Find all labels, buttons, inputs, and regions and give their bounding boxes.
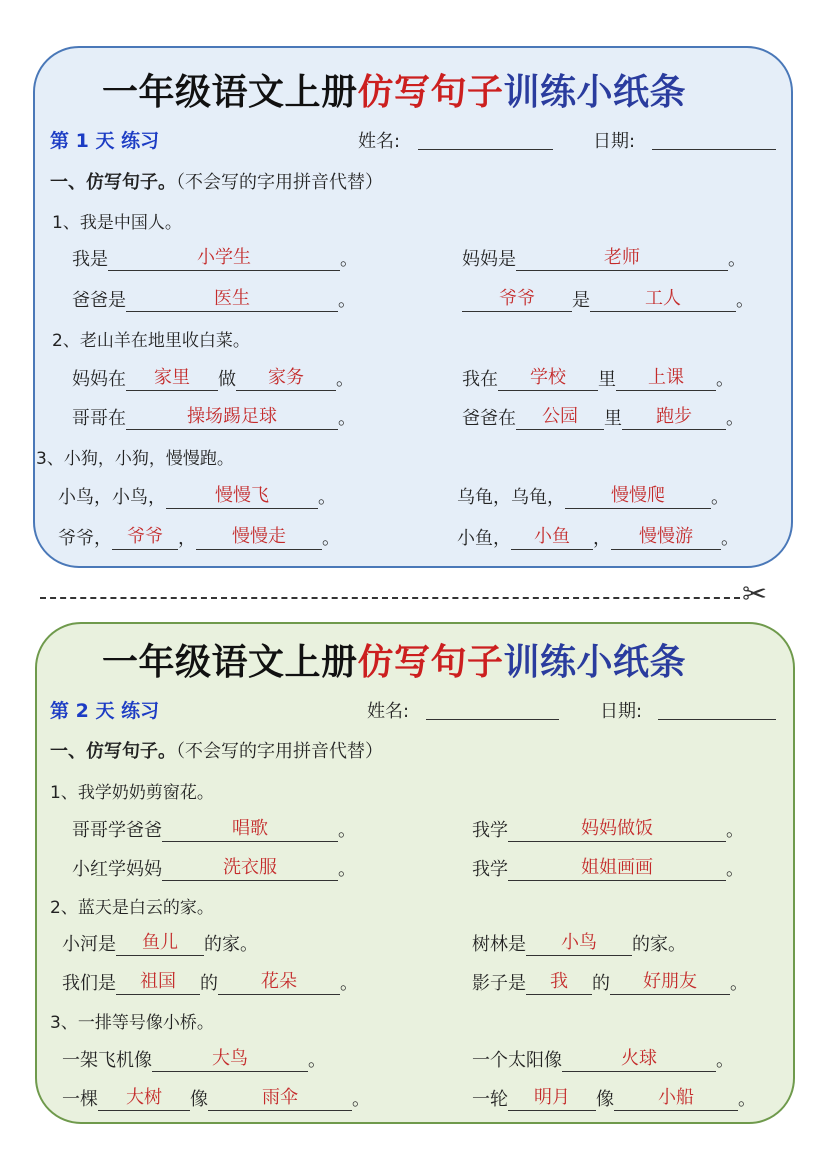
answer-blank[interactable]: 慢慢走 <box>196 525 322 550</box>
sentence-row <box>72 816 356 842</box>
answer-blank[interactable]: 慢慢游 <box>611 525 721 550</box>
sentence-end: 。 <box>711 487 729 508</box>
question-prompt: 2、老山羊在地里收白菜。 <box>52 331 250 351</box>
section-title: 一、仿写句子。 <box>50 172 176 193</box>
sentence-end: 。 <box>338 290 356 311</box>
title-part1: 一年级语文上册 <box>102 642 358 683</box>
sentence-text: 我们是 <box>62 973 116 994</box>
sentence-text: 我是 <box>72 249 108 270</box>
sentence-text: 像 <box>596 1089 614 1110</box>
question-prompt: 2、蓝天是白云的家。 <box>50 898 214 918</box>
sentence-end: 。 <box>322 528 340 549</box>
sentence-end: 。 <box>721 528 739 549</box>
answer-blank[interactable]: 明月 <box>508 1086 596 1111</box>
sentence-row <box>457 524 739 550</box>
sentence-text: 做 <box>218 369 236 390</box>
sentence-text: 里 <box>604 408 622 429</box>
sentence-row <box>62 1046 326 1072</box>
sentence-row <box>462 286 754 312</box>
title-part3: 训练小纸条 <box>503 642 687 683</box>
sentence-end: 。 <box>352 1089 370 1110</box>
sentence-end: 。 <box>338 859 356 880</box>
date-label: 日期: <box>600 701 643 722</box>
answer-blank[interactable]: 操场踢足球 <box>126 405 338 430</box>
date-label: 日期: <box>593 131 636 152</box>
sentence-end: 。 <box>340 249 358 270</box>
answer-blank[interactable]: 花朵 <box>218 970 340 995</box>
sentence-end: 。 <box>338 820 356 841</box>
sentence-text: 我在 <box>462 369 498 390</box>
name-label: 姓名: <box>367 701 410 722</box>
sentence-end: 。 <box>340 973 358 994</box>
answer-blank[interactable]: 慢慢飞 <box>166 484 318 509</box>
name-field[interactable] <box>426 719 559 720</box>
sentence-text: 一轮 <box>472 1089 508 1110</box>
sentence-text: 爸爸是 <box>72 290 126 311</box>
sentence-text: 小红学妈妈 <box>72 859 162 880</box>
sentence-end: 。 <box>726 820 744 841</box>
answer-blank[interactable]: 爷爷 <box>112 525 178 550</box>
sentence-text: 妈妈在 <box>72 369 126 390</box>
section-note: （不会写的字用拼音代替） <box>176 172 383 193</box>
day-label: 第 2 天 练习 <box>50 700 160 722</box>
sentence-row <box>72 855 356 881</box>
answer-blank[interactable]: 我 <box>526 970 592 995</box>
answer-blank[interactable]: 唱歌 <box>162 817 338 842</box>
sentence-text: 一架飞机像 <box>62 1050 152 1071</box>
sentence-end: 。 <box>716 1050 734 1071</box>
sentence-row <box>462 365 734 391</box>
sentence-row <box>72 365 354 391</box>
sentence-row <box>472 930 686 956</box>
sentence-row <box>62 930 258 956</box>
sentence-text: 小鸟，小鸟， <box>58 487 166 508</box>
answer-blank[interactable]: 大树 <box>98 1086 190 1111</box>
sentence-row <box>472 1046 734 1072</box>
sentence-text: 小河是 <box>62 934 116 955</box>
sentence-row <box>62 1085 370 1111</box>
sentence-text: 像 <box>190 1089 208 1110</box>
sentence-text: 乌龟，乌龟， <box>457 487 565 508</box>
answer-blank[interactable]: 雨伞 <box>208 1086 352 1111</box>
answer-blank[interactable]: 学校 <box>498 366 598 391</box>
sentence-end: 的家。 <box>204 934 258 955</box>
answer-blank[interactable]: 上课 <box>616 366 716 391</box>
answer-blank[interactable]: 医生 <box>126 287 338 312</box>
sentence-end: 。 <box>318 487 336 508</box>
sentence-row <box>72 245 358 271</box>
answer-blank[interactable]: 老师 <box>516 246 728 271</box>
sentence-row <box>462 245 746 271</box>
sentence-text: 爷爷， <box>58 528 112 549</box>
answer-blank[interactable]: 姐姐画画 <box>508 856 726 881</box>
answer-blank[interactable]: 跑步 <box>622 405 726 430</box>
sentence-text: 里 <box>598 369 616 390</box>
answer-blank[interactable]: 小船 <box>614 1086 738 1111</box>
sentence-row <box>58 483 336 509</box>
sentence-end: 。 <box>736 290 754 311</box>
answer-blank[interactable]: 火球 <box>562 1047 716 1072</box>
answer-blank[interactable]: 公园 <box>516 405 604 430</box>
sentence-row <box>72 286 356 312</box>
question-prompt: 3、小狗，小狗，慢慢跑。 <box>36 449 234 469</box>
sentence-text: 我学 <box>472 820 508 841</box>
section-heading <box>50 168 383 194</box>
sentence-row <box>457 483 729 509</box>
title-part3: 训练小纸条 <box>503 72 687 113</box>
sentence-end: 。 <box>336 369 354 390</box>
sentence-row <box>58 524 340 550</box>
sentence-row <box>472 1085 756 1111</box>
answer-blank[interactable]: 家务 <box>236 366 336 391</box>
answer-blank[interactable]: 小鸟 <box>526 931 632 956</box>
sentence-end: 。 <box>716 369 734 390</box>
answer-blank[interactable]: 好朋友 <box>610 970 730 995</box>
title-part2: 仿写句子 <box>357 642 504 683</box>
day-label: 第 1 天 练习 <box>50 130 160 152</box>
sentence-row <box>462 404 744 430</box>
title-part1: 一年级语文上册 <box>102 72 358 113</box>
sentence-text: 一棵 <box>62 1089 98 1110</box>
worksheet-title <box>102 64 686 115</box>
cut-line <box>40 597 740 599</box>
sentence-end: 。 <box>730 973 748 994</box>
sentence-text: 是 <box>572 290 590 311</box>
answer-blank[interactable]: 大鸟 <box>152 1047 308 1072</box>
sentence-text: 妈妈是 <box>462 249 516 270</box>
answer-blank[interactable]: 慢慢爬 <box>565 484 711 509</box>
sentence-text: 的 <box>200 973 218 994</box>
answer-blank[interactable]: 祖国 <box>116 970 200 995</box>
sentence-row <box>62 969 358 995</box>
question-prompt: 1、我是中国人。 <box>52 213 182 233</box>
section-title: 一、仿写句子。 <box>50 741 176 762</box>
name-label: 姓名: <box>358 131 401 152</box>
answer-blank[interactable]: 洗衣服 <box>162 856 338 881</box>
sentence-end: 。 <box>338 408 356 429</box>
sentence-row <box>472 969 748 995</box>
sentence-text: 小鱼， <box>457 528 511 549</box>
sentence-text: 哥哥学爸爸 <box>72 820 162 841</box>
sentence-text: ， <box>593 528 611 549</box>
answer-blank[interactable]: 鱼儿 <box>116 931 204 956</box>
sentence-text: 树林是 <box>472 934 526 955</box>
worksheet-title <box>102 634 686 685</box>
sentence-text: 爸爸在 <box>462 408 516 429</box>
sentence-end: 。 <box>738 1089 756 1110</box>
answer-blank[interactable]: 家里 <box>126 366 218 391</box>
section-heading <box>50 737 383 763</box>
answer-blank[interactable]: 爷爷 <box>462 287 572 312</box>
sentence-text: 的 <box>592 973 610 994</box>
question-prompt: 1、我学奶奶剪窗花。 <box>50 783 214 803</box>
sentence-end: 。 <box>726 408 744 429</box>
sentence-text: ， <box>178 528 196 549</box>
sentence-end: 。 <box>308 1050 326 1071</box>
sentence-text: 影子是 <box>472 973 526 994</box>
scissors-icon: ✂ <box>742 577 768 612</box>
sentence-text: 哥哥在 <box>72 408 126 429</box>
sentence-end: 。 <box>726 859 744 880</box>
sentence-end: 。 <box>728 249 746 270</box>
date-field[interactable] <box>658 719 776 720</box>
answer-blank[interactable]: 妈妈做饭 <box>508 817 726 842</box>
date-field[interactable] <box>652 149 776 150</box>
sentence-row <box>472 816 744 842</box>
answer-blank[interactable]: 小鱼 <box>511 525 593 550</box>
sentence-text: 我学 <box>472 859 508 880</box>
answer-blank[interactable]: 工人 <box>590 287 736 312</box>
sentence-row <box>472 855 744 881</box>
question-prompt: 3、一排等号像小桥。 <box>50 1013 214 1033</box>
sentence-end: 的家。 <box>632 934 686 955</box>
title-part2: 仿写句子 <box>357 72 504 113</box>
section-note: （不会写的字用拼音代替） <box>176 741 383 762</box>
sentence-text: 一个太阳像 <box>472 1050 562 1071</box>
sentence-row <box>72 404 356 430</box>
name-field[interactable] <box>418 149 553 150</box>
answer-blank[interactable]: 小学生 <box>108 246 340 271</box>
